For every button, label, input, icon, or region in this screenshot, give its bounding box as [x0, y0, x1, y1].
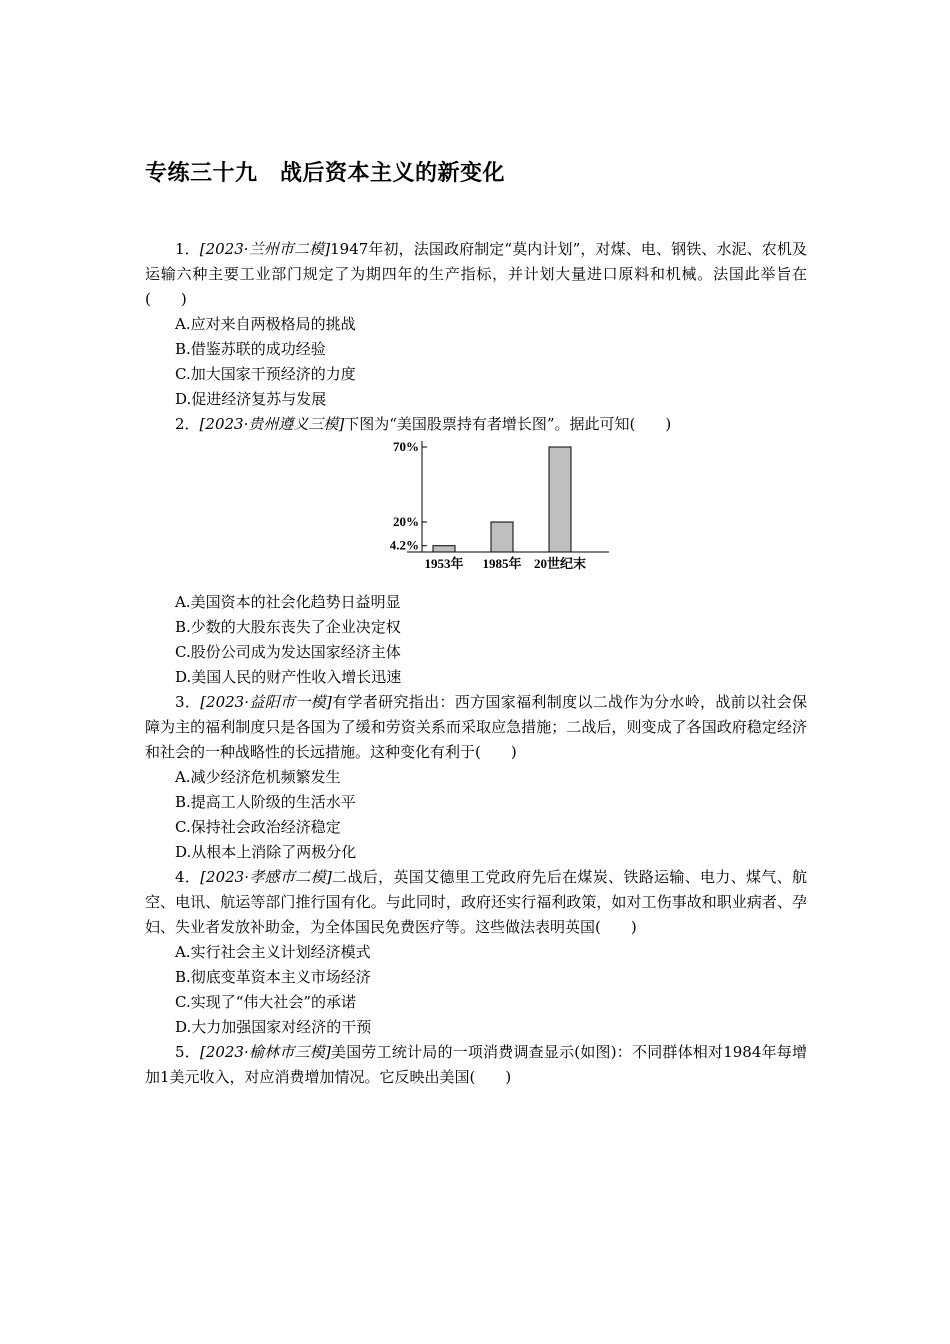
- question-number: 5．: [175, 1043, 200, 1061]
- question-1-option-c: C.加大国家干预经济的力度: [175, 365, 356, 383]
- question-4-option-b: B.彻底变革资本主义市场经济: [175, 968, 371, 986]
- question-2-option-d: D.美国人民的财产性收入增长迅速: [175, 668, 402, 686]
- question-3-option-c: C.保持社会政治经济稳定: [175, 818, 341, 836]
- question-2-option-c: C.股份公司成为发达国家经济主体: [175, 643, 401, 661]
- question-1-option-a: A.应对来自两极格局的挑战: [175, 315, 356, 333]
- question-2-option-b: B.少数的大股东丧失了企业决定权: [175, 618, 401, 636]
- question-text: 二战后，英国艾德里工党政府先后在煤炭、铁路运输、电力、煤气、航空、电讯、航运等部门推行国有化。与此同时，政府还实行福利政策，如对工伤事故和职业病者、孕妇、失业者发放补助金，为全体国民免费医疗等。这些做法表明英国( ): [145, 868, 807, 936]
- question-number: 1．: [175, 240, 200, 258]
- question-list: [145, 237, 807, 1090]
- question-4-option-c: C.实现了“伟大社会”的承诺: [175, 993, 357, 1011]
- question-3-option-a: A.减少经济危机频繁发生: [175, 768, 341, 786]
- question-source: [2023·益阳市一模]: [200, 693, 332, 711]
- question-4-stem: [145, 865, 807, 940]
- question-text: 1947年初，法国政府制定“莫内计划”，对煤、电、钢铁、水泥、农机及运输六种主要工业部门规定了为期四年的生产指标，并计划大量进口原料和机械。法国此举旨在( ): [145, 240, 808, 308]
- x-category-label-2: 1985年: [482, 556, 522, 571]
- question-source: [2023·孝感市二模]: [200, 868, 332, 886]
- bar-2: [491, 522, 513, 552]
- question-3-option-b: B.提高工人阶级的生活水平: [175, 793, 356, 811]
- page-title: 专练三十九 战后资本主义的新变化: [145, 161, 506, 186]
- question-1-option-b: B.借鉴苏联的成功经验: [175, 340, 326, 358]
- question-2-stem: [145, 412, 807, 437]
- x-category-label-1: 1953年: [424, 556, 464, 571]
- question-text: 有学者研究指出：西方国家福利制度以二战作为分水岭，战前以社会保障为主的福利制度只是各国为了缓和劳资关系而采取应急措施；二战后，则变成了各国政府稳定经济和社会的一种战略性的长远措施。这种变化有利于( ): [145, 693, 807, 761]
- question-source: [2023·兰州市二模]: [199, 240, 331, 258]
- x-category-label-3: 20世纪末: [533, 556, 587, 571]
- question-source: [2023·榆林市三模]: [199, 1043, 331, 1061]
- stockholder-bar-chart: [377, 439, 617, 575]
- question-3-option-d: D.从根本上消除了两极分化: [175, 843, 357, 861]
- question-number: 3．: [175, 693, 201, 711]
- question-source: [2023·贵州遵义三模]: [199, 415, 345, 433]
- y-tick-label-2: 20%: [393, 514, 419, 529]
- bar-3: [549, 447, 571, 552]
- question-number: 2．: [175, 415, 200, 433]
- question-3-stem: [145, 690, 807, 765]
- stockholder-chart-container: [145, 437, 807, 590]
- question-number: 4．: [175, 868, 201, 886]
- question-1-stem: [145, 237, 807, 312]
- question-text: 美国劳工统计局的一项消费调查显示(如图)：不同群体相对1984年每增加1美元收入，对应消费增加情况。它反映出美国( ): [145, 1043, 807, 1086]
- question-text: 下图为“美国股票持有者增长图”。据此可知( ): [344, 415, 672, 433]
- y-tick-label-3: 70%: [393, 439, 419, 454]
- y-tick-label-1: 4.2%: [389, 537, 419, 553]
- bar-1: [433, 546, 455, 552]
- question-5-stem: [145, 1040, 807, 1090]
- question-1-option-d: D.促进经济复苏与发展: [175, 390, 327, 408]
- question-4-option-d: D.大力加强国家对经济的干预: [175, 1018, 372, 1036]
- question-4-option-a: A.实行社会主义计划经济模式: [175, 943, 371, 961]
- question-2-option-a: A.美国资本的社会化趋势日益明显: [175, 593, 401, 611]
